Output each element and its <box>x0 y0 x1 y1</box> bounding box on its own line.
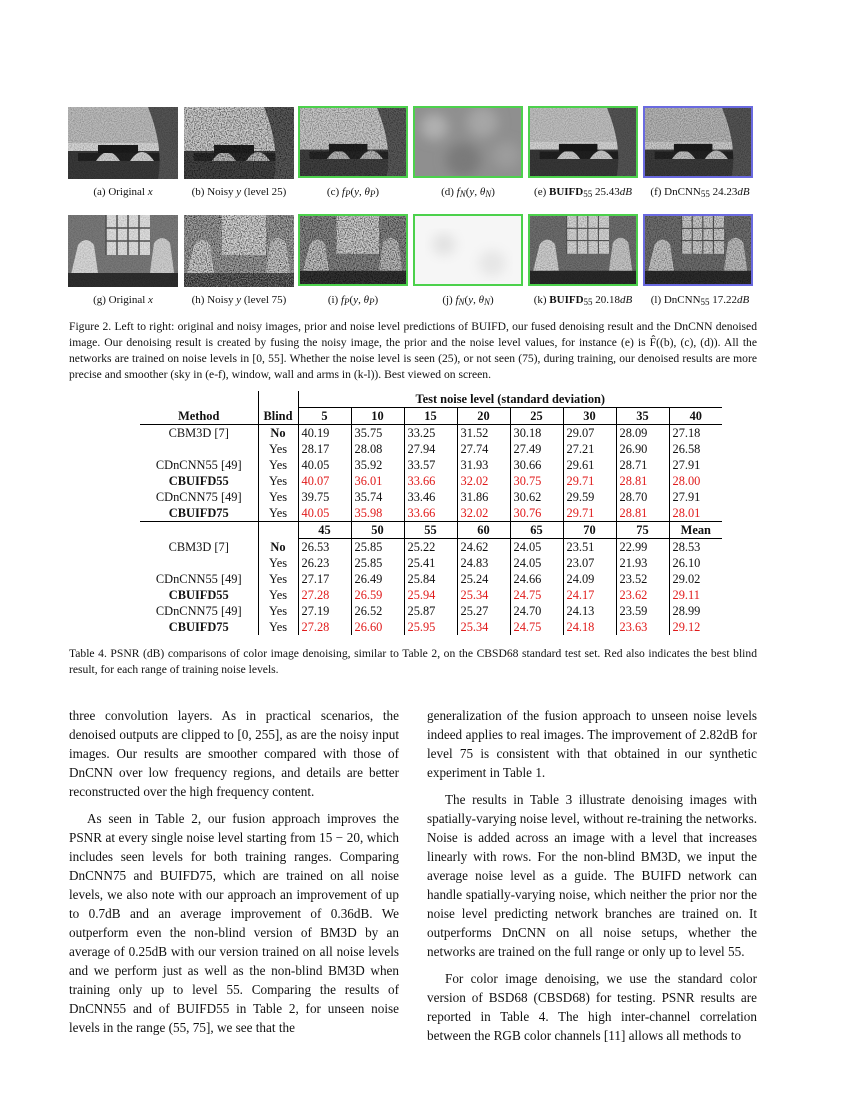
image-d-noise-map-bridge <box>413 106 523 178</box>
blind-cell: Yes <box>258 603 298 619</box>
header-method: Method <box>140 408 258 425</box>
psnr-table <box>140 391 722 635</box>
value-cell: 28.53 <box>669 539 722 556</box>
caption-a: (a) Original x <box>93 186 153 198</box>
level-header: 30 <box>563 408 616 425</box>
value-cell: 30.62 <box>510 489 563 505</box>
blind-cell: Yes <box>258 489 298 505</box>
value-cell: 23.59 <box>616 603 669 619</box>
value-cell: 28.70 <box>616 489 669 505</box>
left-paragraph-1: three convolution layers. As in practical scenarios, the denoised outputs are clipped to [0, 255], as are the noisy input images. Our results are smoother compared with those of DnCNN over low frequency regions, and details are better reconstructed over the high frequency content. <box>69 708 399 799</box>
value-cell: 35.75 <box>351 425 404 442</box>
image-a-original-bridge <box>68 107 178 179</box>
image-j-noise-map-statue <box>413 214 523 286</box>
method-cell: CBM3D [7] <box>168 426 229 440</box>
value-cell: 39.75 <box>298 489 351 505</box>
level-header: 10 <box>351 408 404 425</box>
level-header: 70 <box>563 522 616 539</box>
right-paragraph-2: The results in Table 3 illustrate denoising images with spatially-varying noise level, without re-training the networks. Noise is added across an image with a level that increases linearly with rows. For the non-blind BM3D, we input the average noise level as a guide. The BUIFD network can handle spatially-varying noise, which neither the prior nor the noise level predicting network branches are trained on. It outperforms DnCNN on all noise setups, whether the networks are trained on the full range or only up to level 55. <box>427 792 757 959</box>
value-cell: 26.90 <box>616 441 669 457</box>
value-cell: 31.93 <box>457 457 510 473</box>
value-cell: 25.34 <box>457 619 510 635</box>
caption-b: (b) Noisy y (level 25) <box>191 186 287 198</box>
caption-g: (g) Original x <box>93 294 153 306</box>
value-cell: 26.59 <box>351 587 404 603</box>
caption-d: (d) $f_N(y$, $\theta_N$) <box>441 186 495 199</box>
value-cell: 22.99 <box>616 539 669 556</box>
value-cell: 24.83 <box>457 555 510 571</box>
right-paragraph-1: generalization of the fusion approach to unseen noise levels indeed applies to real images. The improvement of 2.82dB for level 75 is consistent with that obtained in our synthetic experiment in Table 1. <box>427 708 757 780</box>
value-cell: 26.52 <box>351 603 404 619</box>
method-cell: CBUIFD75 <box>168 620 229 634</box>
caption-l: (l) DnCNN$_{55}$ 17.22dB <box>650 294 750 307</box>
value-cell: 24.75 <box>510 619 563 635</box>
value-cell: 31.52 <box>457 425 510 442</box>
value-cell: 27.17 <box>298 571 351 587</box>
caption-i: (i) $f_P(y$, $\theta_P$) <box>327 294 379 307</box>
image-h-noisy-statue <box>184 215 294 287</box>
blind-cell: Yes <box>258 441 298 457</box>
method-cell: CDnCNN55 [49] <box>155 458 242 472</box>
blind-cell: Yes <box>258 571 298 587</box>
value-cell: 29.02 <box>669 571 722 587</box>
level-header: 50 <box>351 522 404 539</box>
image-k-buifd-statue <box>528 214 638 286</box>
value-cell: 33.66 <box>404 473 457 489</box>
figure-2-caption: Figure 2. Left to right: original and noisy images, prior and noise level predictions of BUIFD, our fused denoising result and the DnCNN denoised image. Our denoising result is created by fusing the noisy image, the prior and the noise level values, for instance (e) is F̂((b), (c), (d)). All the networks are trained on noise levels in [0, 55]. Whether the noise level is seen (25), or not seen (75), during training, our denoised results are more precise and smoother (sky in (e-f), window, wall and arms in (k-l)). Best viewed on screen. <box>69 320 757 381</box>
value-cell: 23.62 <box>616 587 669 603</box>
value-cell: 26.53 <box>298 539 351 556</box>
level-header: 40 <box>669 408 722 425</box>
caption-j: (j) $f_N(y$, $\theta_N$) <box>442 294 494 307</box>
value-cell: 24.66 <box>510 571 563 587</box>
image-e-buifd-bridge <box>528 106 638 178</box>
level-header: 60 <box>457 522 510 539</box>
method-cell: CDnCNN75 [49] <box>155 604 242 618</box>
value-cell: 23.51 <box>563 539 616 556</box>
value-cell: 28.08 <box>351 441 404 457</box>
table-row <box>140 571 722 587</box>
group-header: Test noise level (standard deviation) <box>298 391 722 408</box>
value-cell: 24.05 <box>510 539 563 556</box>
value-cell: 35.98 <box>351 505 404 522</box>
value-cell: 27.91 <box>669 489 722 505</box>
value-cell: 29.11 <box>669 587 722 603</box>
value-cell: 25.85 <box>351 539 404 556</box>
method-cell: CDnCNN55 [49] <box>155 572 242 586</box>
blind-cell: Yes <box>258 457 298 473</box>
value-cell: 27.94 <box>404 441 457 457</box>
value-cell: 29.07 <box>563 425 616 442</box>
value-cell: 25.22 <box>404 539 457 556</box>
right-column <box>427 706 757 1053</box>
value-cell: 24.75 <box>510 587 563 603</box>
value-cell: 33.66 <box>404 505 457 522</box>
value-cell: 33.46 <box>404 489 457 505</box>
blind-cell: Yes <box>258 555 298 571</box>
blind-cell: Yes <box>258 473 298 489</box>
method-cell: CBUIFD75 <box>168 506 229 520</box>
table-row <box>140 603 722 619</box>
value-cell: 28.81 <box>616 473 669 489</box>
blind-cell: Yes <box>258 619 298 635</box>
value-cell: 28.71 <box>616 457 669 473</box>
method-cell: CBM3D [7] <box>168 539 229 554</box>
caption-f: (f) DnCNN$_{55}$ 24.23dB <box>650 186 750 199</box>
table-4-caption: Table 4. PSNR (dB) comparisons of color image denoising, similar to Table 2, on the CBSD68 standard test set. Red also indicates the best blind result, for each range of training noise levels. <box>69 647 757 676</box>
value-cell: 35.74 <box>351 489 404 505</box>
value-cell: 40.05 <box>298 505 351 522</box>
value-cell: 25.34 <box>457 587 510 603</box>
value-cell: 29.71 <box>563 505 616 522</box>
value-cell: 25.24 <box>457 571 510 587</box>
table-row <box>140 425 722 442</box>
value-cell: 25.27 <box>457 603 510 619</box>
value-cell: 24.70 <box>510 603 563 619</box>
value-cell: 24.13 <box>563 603 616 619</box>
level-header: 65 <box>510 522 563 539</box>
caption-e: (e) $BUIFD_{55}$ 25.43dB <box>534 186 632 199</box>
table-4 <box>140 391 722 635</box>
right-paragraph-3: For color image denoising, we use the standard color version of BSD68 (CBSD68) for testing. PSNR results are reported in Table 4. The high inter-channel correlation between the RGB color channels [11] allows all methods to <box>427 971 757 1043</box>
image-g-original-statue <box>68 215 178 287</box>
method-cell <box>140 555 258 571</box>
value-cell: 26.58 <box>669 441 722 457</box>
value-cell: 21.93 <box>616 555 669 571</box>
blind-cell: Yes <box>258 505 298 522</box>
table-row <box>140 441 722 457</box>
level-header: 15 <box>404 408 457 425</box>
value-cell: 27.28 <box>298 587 351 603</box>
table-top-body <box>140 425 722 522</box>
value-cell: 30.18 <box>510 425 563 442</box>
value-cell: 33.57 <box>404 457 457 473</box>
value-cell: 27.19 <box>298 603 351 619</box>
table-row <box>140 619 722 635</box>
image-f-dncnn-bridge <box>643 106 753 178</box>
value-cell: 32.02 <box>457 473 510 489</box>
value-cell: 27.18 <box>669 425 722 442</box>
value-cell: 28.01 <box>669 505 722 522</box>
left-paragraph-2: As seen in Table 2, our fusion approach improves the PSNR at every single noise level starting from 15 − 20, which includes seen levels for both training ranges. Comparing DnCNN75 and BUIFD75, which are trained on all noise levels, we also note with our approach an improvement of up to 0.7dB and an average improvement of 0.36dB. We outperform even the non-blind version of BM3D by an average of 0.25dB with our version trained on all noise levels and we perform just as well as the non-blind BM3D when training only up to level 55. Comparing the results of DnCNN55 and of BUIFD55 in Table 2, for unseen noise levels in the range (55, 75], we see that the <box>69 811 399 1035</box>
image-i-prior-statue <box>298 214 408 286</box>
table-row <box>140 539 722 556</box>
left-column <box>69 706 399 1045</box>
value-cell: 23.52 <box>616 571 669 587</box>
blind-cell: Yes <box>258 587 298 603</box>
level-header: 75 <box>616 522 669 539</box>
caption-h: (h) Noisy y (level 75) <box>191 294 287 306</box>
method-cell: CBUIFD55 <box>168 474 229 488</box>
level-header: 25 <box>510 408 563 425</box>
value-cell: 28.99 <box>669 603 722 619</box>
value-cell: 24.09 <box>563 571 616 587</box>
value-cell: 24.62 <box>457 539 510 556</box>
value-cell: 27.49 <box>510 441 563 457</box>
level-header: 55 <box>404 522 457 539</box>
value-cell: 29.59 <box>563 489 616 505</box>
image-l-dncnn-statue <box>643 214 753 286</box>
table-row <box>140 489 722 505</box>
value-cell: 25.85 <box>351 555 404 571</box>
value-cell: 27.91 <box>669 457 722 473</box>
value-cell: 23.07 <box>563 555 616 571</box>
value-cell: 26.10 <box>669 555 722 571</box>
value-cell: 26.23 <box>298 555 351 571</box>
value-cell: 30.75 <box>510 473 563 489</box>
method-cell <box>140 441 258 457</box>
value-cell: 32.02 <box>457 505 510 522</box>
value-cell: 29.71 <box>563 473 616 489</box>
value-cell: 24.05 <box>510 555 563 571</box>
value-cell: 33.25 <box>404 425 457 442</box>
caption-c: (c) $f_P(y$, $\theta_P$) <box>326 186 380 199</box>
table-row <box>140 473 722 489</box>
value-cell: 28.00 <box>669 473 722 489</box>
table-bottom-body <box>140 539 722 636</box>
value-cell: 31.86 <box>457 489 510 505</box>
value-cell: 29.61 <box>563 457 616 473</box>
value-cell: 25.94 <box>404 587 457 603</box>
method-cell: CBUIFD55 <box>168 588 229 602</box>
value-cell: 24.17 <box>563 587 616 603</box>
value-cell: 27.74 <box>457 441 510 457</box>
value-cell: 36.01 <box>351 473 404 489</box>
blind-cell: No <box>258 425 298 442</box>
value-cell: 26.60 <box>351 619 404 635</box>
value-cell: 27.21 <box>563 441 616 457</box>
level-header: 35 <box>616 408 669 425</box>
caption-k: (k) $BUIFD_{55}$ 20.18dB <box>533 294 633 307</box>
value-cell: 24.18 <box>563 619 616 635</box>
table-row <box>140 457 722 473</box>
value-cell: 25.41 <box>404 555 457 571</box>
level-header: 45 <box>298 522 351 539</box>
level-header: 5 <box>298 408 351 425</box>
value-cell: 40.05 <box>298 457 351 473</box>
blind-cell: No <box>258 539 298 556</box>
level-header: 20 <box>457 408 510 425</box>
value-cell: 30.66 <box>510 457 563 473</box>
value-cell: 30.76 <box>510 505 563 522</box>
image-c-prior-bridge <box>298 106 408 178</box>
value-cell: 35.92 <box>351 457 404 473</box>
value-cell: 23.63 <box>616 619 669 635</box>
table-row <box>140 587 722 603</box>
value-cell: 28.81 <box>616 505 669 522</box>
method-cell: CDnCNN75 [49] <box>155 490 242 504</box>
value-cell: 40.07 <box>298 473 351 489</box>
table-row <box>140 555 722 571</box>
value-cell: 25.95 <box>404 619 457 635</box>
image-b-noisy-bridge <box>184 107 294 179</box>
table-row <box>140 505 722 522</box>
header-blind: Blind <box>258 408 298 425</box>
level-header: Mean <box>669 522 722 539</box>
value-cell: 26.49 <box>351 571 404 587</box>
value-cell: 40.19 <box>298 425 351 442</box>
value-cell: 25.84 <box>404 571 457 587</box>
value-cell: 28.17 <box>298 441 351 457</box>
value-cell: 25.87 <box>404 603 457 619</box>
value-cell: 29.12 <box>669 619 722 635</box>
value-cell: 27.28 <box>298 619 351 635</box>
value-cell: 28.09 <box>616 425 669 442</box>
